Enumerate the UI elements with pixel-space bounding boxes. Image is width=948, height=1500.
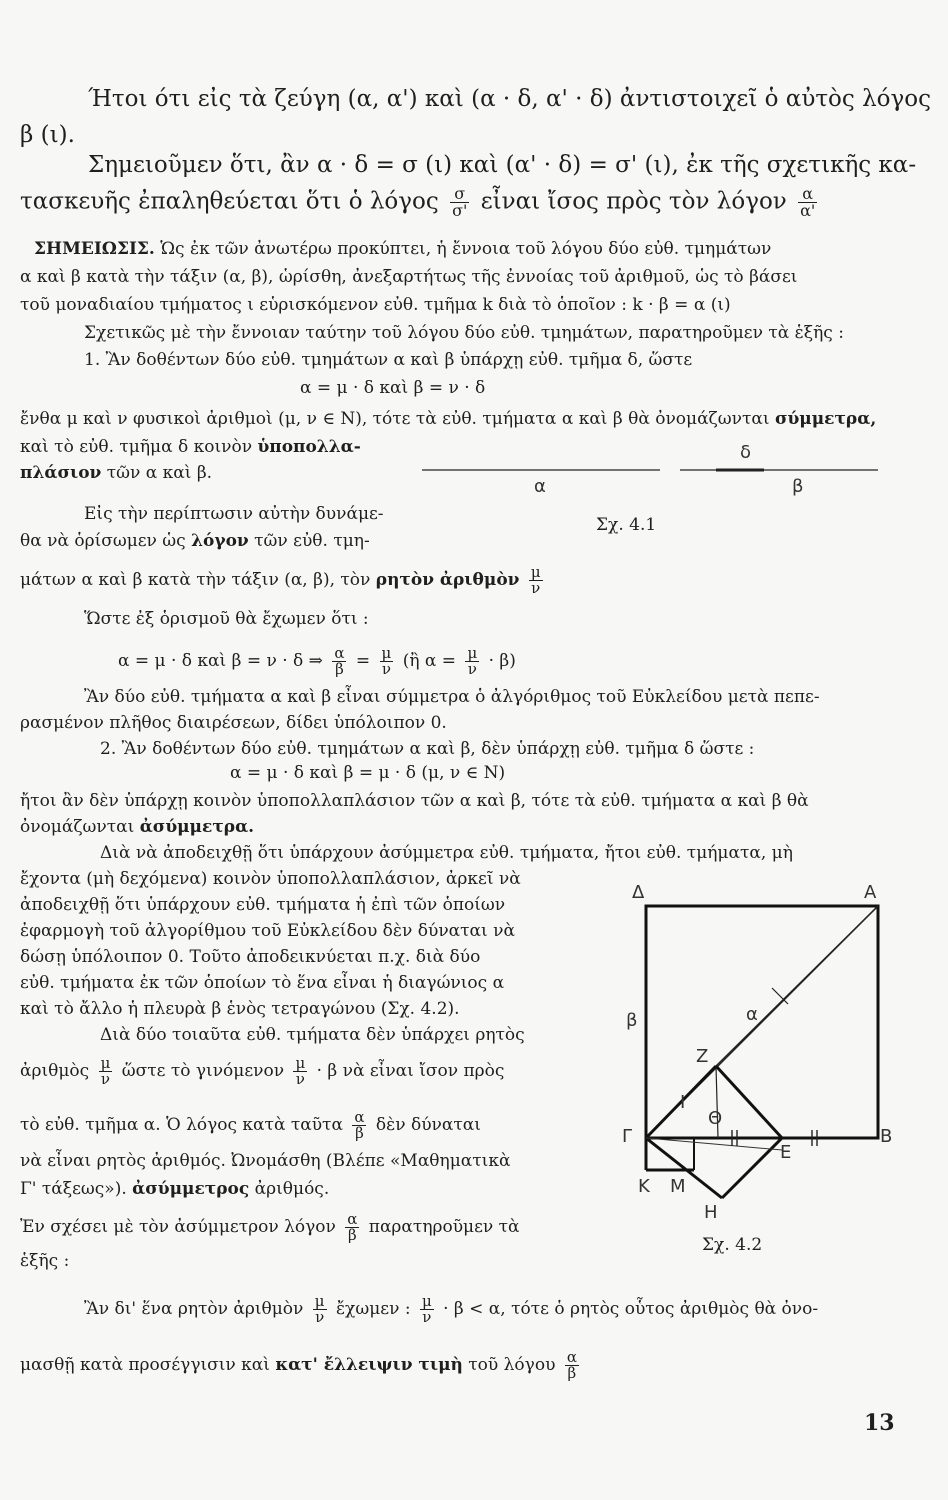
text-span: ὀνομάζωνται bbox=[20, 817, 135, 837]
text-span: τῶν α καὶ β. bbox=[106, 463, 213, 483]
body-line bbox=[20, 1212, 520, 1243]
body-line bbox=[20, 1110, 481, 1141]
fraction: $\frac{\alpha}{\beta}$ bbox=[566, 1348, 577, 1382]
text-span: Ἂν δι' ἕνα ρητὸν ἀριθμὸν bbox=[84, 1299, 304, 1319]
text-span: παρατηροῦμεν τὰ bbox=[368, 1217, 520, 1237]
body-line bbox=[20, 186, 821, 219]
body-line: Ὥστε ἐξ ὁρισμοῦ θὰ ἔχωμεν ὅτι : bbox=[84, 609, 369, 629]
term-bold: ρητὸν ἀριθμὸν bbox=[375, 570, 520, 590]
point-label: Ε bbox=[780, 1142, 792, 1163]
point-label: Θ bbox=[708, 1108, 723, 1129]
point-label: Δ bbox=[632, 882, 645, 903]
term-bold: ἀσύμμετρος bbox=[132, 1179, 250, 1199]
figure-caption: Σχ. 4.1 bbox=[596, 515, 657, 535]
text-span: ἔχωμεν : bbox=[335, 1299, 411, 1319]
note-line: τοῦ μοναδιαίου τμήματος ι εὑρισκόμενον εὐθ. τμῆμα k διὰ τὸ ὁποῖον : k · β = α (ι) bbox=[20, 295, 731, 315]
text-span: θα νὰ ὁρίσωμεν ὡς bbox=[20, 531, 186, 551]
body-line bbox=[20, 1056, 504, 1087]
page-number: 13 bbox=[864, 1410, 895, 1436]
note-line: α καὶ β κατὰ τὴν τάξιν (α, β), ὡρίσθη, ἀνεξαρτήτως τῆς ἐννοίας τοῦ ἀριθμοῦ, ὡς τὸ βάσει bbox=[20, 267, 798, 287]
text-span: Ὡς ἐκ τῶν ἀνωτέρω προκύπτει, ἡ ἔννοια τοῦ λόγου δύο εὐθ. τμημάτων bbox=[160, 239, 772, 259]
term-bold: ὑποπολλα- bbox=[257, 437, 361, 457]
text-span: Γ' τάξεως»). bbox=[20, 1179, 127, 1199]
text-span: ἀριθμός. bbox=[254, 1179, 330, 1199]
body-line: καὶ τὸ ἄλλο ἡ πλευρὰ β ἑνὸς τετραγώνου (Σχ. 4.2). bbox=[20, 999, 460, 1019]
body-line: Ἂν δύο εὐθ. τμήματα α καὶ β εἶναι σύμμετρα ὁ ἀλγόριθμος τοῦ Εὐκλείδου μετὰ πεπε- bbox=[84, 687, 820, 707]
term-bold: πλάσιον bbox=[20, 463, 102, 483]
body-line: ἑξῆς : bbox=[20, 1251, 70, 1271]
fraction: $\frac{\alpha}{\alpha'}$ bbox=[800, 184, 816, 220]
body-line bbox=[20, 816, 254, 838]
text-span: τασκευῆς ἐπαληθεύεται ὅτι ὁ λόγος bbox=[20, 188, 439, 215]
point-label: Κ bbox=[638, 1176, 650, 1197]
text-span: α = μ · δ καὶ β = ν · δ ⇒ bbox=[118, 651, 323, 671]
text-span: καὶ τὸ εὐθ. τμῆμα δ κοινὸν bbox=[20, 437, 253, 457]
text-span: τῶν εὐθ. τμη- bbox=[254, 531, 370, 551]
point-label: Β bbox=[880, 1126, 893, 1147]
body-line: ρασμένον πλῆθος διαιρέσεων, δίδει ὑπόλοιπον 0. bbox=[20, 713, 447, 733]
equation: α = μ · δ καὶ β = μ · δ (μ, ν ∈ N) bbox=[230, 763, 506, 783]
figure-4-2 bbox=[612, 880, 912, 1260]
text-span: ὥστε τὸ γινόμενον bbox=[121, 1061, 285, 1081]
body-line: Διὰ δύο τοιαῦτα εὐθ. τμήματα δὲν ὑπάρχει ρητὸς bbox=[100, 1025, 525, 1045]
text-span: μασθῇ κατὰ προσέγγισιν καὶ bbox=[20, 1355, 270, 1375]
text-span: ἔνθα μ καὶ ν φυσικοὶ ἀριθμοὶ (μ, ν ∈ N), τότε τὰ εὐθ. τμήματα α καὶ β θὰ ὀνομάζωνται bbox=[20, 409, 770, 429]
body-line: νὰ εἶναι ρητὸς ἀριθμός. Ὠνομάσθη (Βλέπε «Μαθηματικὰ bbox=[20, 1151, 511, 1171]
body-line: Σημειοῦμεν ὅτι, ἂν α · δ = σ (ι) καὶ (α' · δ) = σ' (ι), ἐκ τῆς σχετικῆς κα- bbox=[88, 152, 917, 178]
body-line bbox=[20, 1350, 583, 1381]
fraction: $\frac{\mu}{\nu}$ bbox=[467, 644, 478, 678]
text-span: ἀριθμὸς bbox=[20, 1061, 90, 1081]
fraction: $\frac{\alpha}{\beta}$ bbox=[354, 1108, 365, 1142]
body-line: Διὰ νὰ ἀποδειχθῇ ὅτι ὑπάρχουν ἀσύμμετρα εὐθ. τμήματα, ἤτοι εὐθ. τμήματα, μὴ bbox=[100, 843, 793, 863]
segment-G-thin bbox=[646, 1138, 782, 1150]
equation bbox=[118, 646, 516, 677]
square-diagram bbox=[612, 880, 912, 1200]
figure-4-1 bbox=[410, 440, 890, 540]
fraction: $\frac{\alpha}{\beta}$ bbox=[347, 1210, 358, 1244]
text-span: (ἢ α = bbox=[402, 651, 457, 671]
point-label: Μ bbox=[670, 1176, 686, 1197]
fraction: $\frac{\mu}{\nu}$ bbox=[295, 1054, 306, 1088]
note-line bbox=[20, 462, 212, 484]
fraction: $\frac{\mu}{\nu}$ bbox=[381, 644, 392, 678]
body-line: ἔχοντα (μὴ δεχόμενα) κοινὸν ὑποπολλαπλάσιον, ἀρκεῖ νὰ bbox=[20, 869, 521, 889]
fraction: $\frac{\mu}{\nu}$ bbox=[100, 1054, 111, 1088]
label-beta: β bbox=[792, 476, 804, 497]
body-line: β (ι). bbox=[20, 122, 75, 148]
fraction: $\frac{\mu}{\nu}$ bbox=[314, 1292, 325, 1326]
label-delta: δ bbox=[740, 442, 752, 463]
body-line: Ήτοι ότι εἰς τὰ ζεύγη (α, α') καὶ (α · δ, α' · δ) ἀντιστοιχεῖ ὁ αὐτὸς λόγος bbox=[88, 86, 931, 112]
text-span: μάτων α καὶ β κατὰ τὴν τάξιν (α, β), τὸν bbox=[20, 570, 371, 590]
diagonal-label: α bbox=[746, 1004, 758, 1025]
text-span: εἶναι ἴσος πρὸς τὸν λόγον bbox=[480, 188, 787, 215]
side-label: β bbox=[626, 1010, 638, 1031]
point-label: Α bbox=[864, 882, 877, 903]
text-span: · β < α, τότε ὁ ρητὸς οὗτος ἀριθμὸς θὰ ὀνο- bbox=[443, 1299, 819, 1319]
body-line: ἤτοι ἂν δὲν ὑπάρχῃ κοινὸν ὑποπολλαπλάσιον τῶν α καὶ β, τότε τὰ εὐθ. τμήματα α καὶ β θὰ bbox=[20, 791, 809, 811]
segments-diagram bbox=[410, 440, 890, 500]
note-line bbox=[34, 238, 771, 260]
note-line bbox=[20, 408, 876, 430]
point-label: Γ bbox=[622, 1126, 633, 1147]
tick-mark bbox=[772, 988, 788, 1004]
point-label: Ζ bbox=[696, 1046, 709, 1067]
point-label: Ι bbox=[680, 1092, 686, 1113]
body-line bbox=[20, 565, 547, 596]
body-line bbox=[20, 1178, 329, 1200]
equation: α = μ · δ καὶ β = ν · δ bbox=[300, 378, 486, 398]
body-line: εὐθ. τμήματα ἐκ τῶν ὁποίων τὸ ἕνα εἶναι ἡ διαγώνιος α bbox=[20, 973, 505, 993]
segment-ZA bbox=[716, 906, 878, 1066]
body-line: Εἰς τὴν περίπτωσιν αὐτὴν δυνάμε- bbox=[84, 504, 384, 524]
text-span: · β) bbox=[488, 651, 516, 671]
body-line: 2. Ἂν δοθέντων δύο εὐθ. τμημάτων α καὶ β, δὲν ὑπάρχῃ εὐθ. τμῆμα δ ὥστε : bbox=[100, 739, 755, 759]
body-line: ἀποδειχθῇ ὅτι ὑπάρχουν εὐθ. τμήματα ἡ ἐπὶ τῶν ὁποίων bbox=[20, 895, 506, 915]
point-label: Η bbox=[704, 1202, 718, 1223]
body-line bbox=[84, 1294, 818, 1325]
body-line: ἐφαρμογὴ τοῦ ἀλγορίθμου τοῦ Εὐκλείδου δὲν δύναται νὰ bbox=[20, 921, 515, 941]
note-line: 1. Ἂν δοθέντων δύο εὐθ. τμημάτων α καὶ β ὑπάρχῃ εὐθ. τμῆμα δ, ὥστε bbox=[84, 350, 693, 370]
term-bold: λόγον bbox=[191, 531, 249, 551]
note-line: Σχετικῶς μὲ τὴν ἔννοιαν ταύτην τοῦ λόγου δύο εὐθ. τμημάτων, παρατηροῦμεν τὰ ἑξῆς : bbox=[84, 323, 844, 343]
text-span: τὸ εὐθ. τμῆμα α. Ὁ λόγος κατὰ ταῦτα bbox=[20, 1115, 343, 1135]
text-span: τοῦ λόγου bbox=[468, 1355, 556, 1375]
note-heading: ΣΗΜΕΙΩΣΙΣ. bbox=[34, 239, 155, 259]
text-span: Ἐν σχέσει μὲ τὸν ἀσύμμετρον λόγον bbox=[20, 1217, 336, 1237]
figure-caption: Σχ. 4.2 bbox=[702, 1235, 763, 1255]
body-line: δώσῃ ὑπόλοιπον 0. Τοῦτο ἀποδεικνύεται π.χ. διὰ δύο bbox=[20, 947, 481, 967]
fraction: $\frac{\mu}{\nu}$ bbox=[421, 1292, 432, 1326]
text-span: · β νὰ εἶναι ἴσον πρὸς bbox=[316, 1061, 505, 1081]
text-span: δὲν δύναται bbox=[375, 1115, 481, 1135]
label-alpha: α bbox=[534, 476, 546, 497]
fraction: $\frac{\alpha}{\beta}$ bbox=[334, 644, 345, 678]
fraction: $\frac{\mu}{\nu}$ bbox=[530, 563, 541, 597]
term-bold: κατ' ἔλλειψιν τιμὴ bbox=[275, 1355, 463, 1375]
note-line bbox=[20, 436, 361, 458]
term-bold: σύμμετρα, bbox=[774, 409, 877, 429]
text-span: = bbox=[355, 651, 371, 671]
body-line bbox=[20, 530, 370, 552]
segment-ZE bbox=[716, 1066, 782, 1138]
fraction: $\frac{\sigma}{\sigma'}$ bbox=[452, 184, 468, 220]
term-bold: ἀσύμμετρα. bbox=[139, 817, 255, 837]
